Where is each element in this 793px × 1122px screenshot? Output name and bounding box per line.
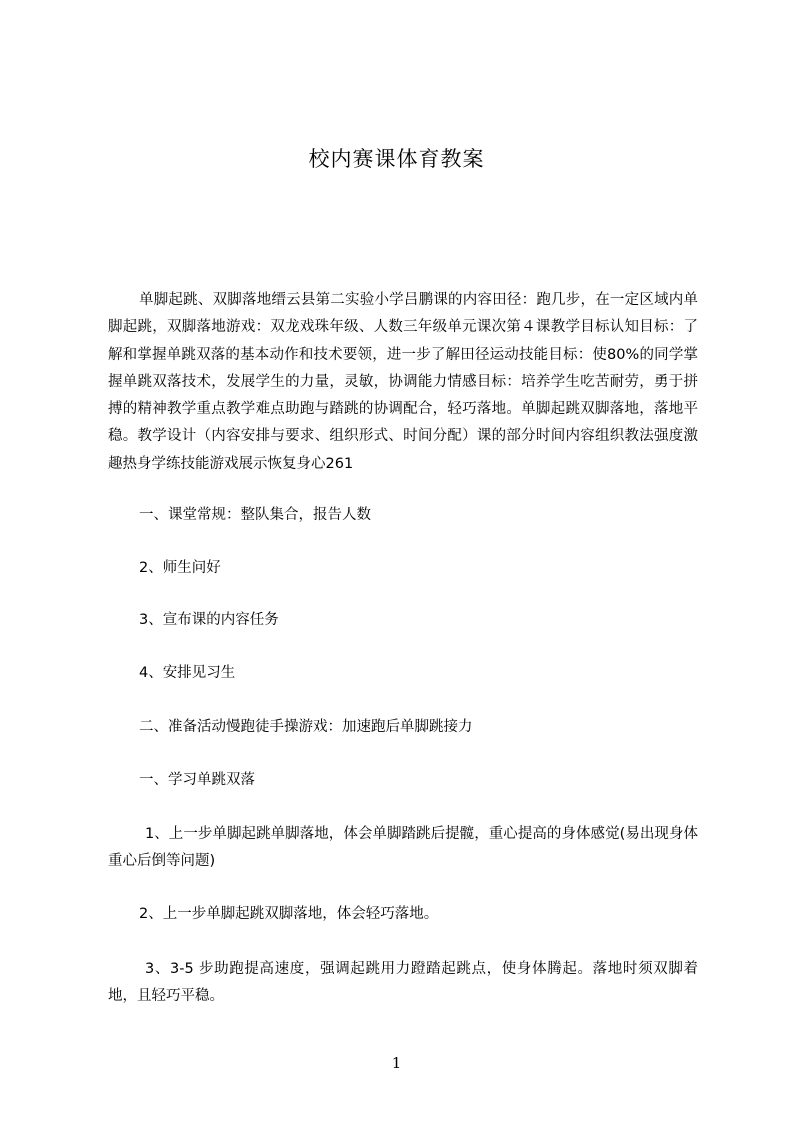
list-item: 3、3-5 步助跑提高速度，强调起跳用力蹬踏起跳点，使身体腾起。落地时须双脚着地，且轻巧平稳。 — [108, 961, 698, 1004]
list-item: 一、课堂常规：整队集合，报告人数 — [139, 507, 371, 523]
section-heading: 二、准备活动慢跑徒手操游戏：加速跑后单脚跳接力 — [139, 719, 473, 735]
list-item: 1、上一步单脚起跳单脚落地，体会单脚踏跳后提髋，重心提高的身体感觉(易出现身体重心后倒等问题) — [108, 826, 698, 869]
list-item: 2、上一步单脚起跳双脚落地，体会轻巧落地。 — [139, 906, 439, 922]
page-number: 1 — [391, 1054, 402, 1072]
list-item: 4、安排见习生 — [139, 665, 236, 681]
intro-paragraph: 单脚起跳、双脚落地缙云县第二实验小学吕鹏课的内容田径：跑几步，在一定区域内单脚起跳，双脚落地游戏：双龙戏珠年级、人数三年级单元课次第４课教学目标认知目标：了解和掌握单跳双落的基本动作和技术要领，进一步了解田径运动技能目标：使80%的同学掌握单跳双落技术，发展学生的力量，灵敏，协调能力情感目标：培养学生吃苦耐劳，勇于拼搏的精神教学重点教学难点助跑与踏跳的协调配合，轻巧落地。单脚起跳双脚落地，落地平稳。教学设计（内容安排与要求、组织形式、时间分配）课的部分时间内容组织教法强度激趣热身学练技能游戏展示恢复身心261 — [108, 292, 698, 472]
section-heading: 一、学习单跳双落 — [139, 772, 255, 788]
list-item: 2、师生问好 — [139, 560, 221, 576]
document-title: 校内赛课体育教案 — [308, 147, 485, 171]
list-item: 3、宣布课的内容任务 — [139, 612, 279, 628]
